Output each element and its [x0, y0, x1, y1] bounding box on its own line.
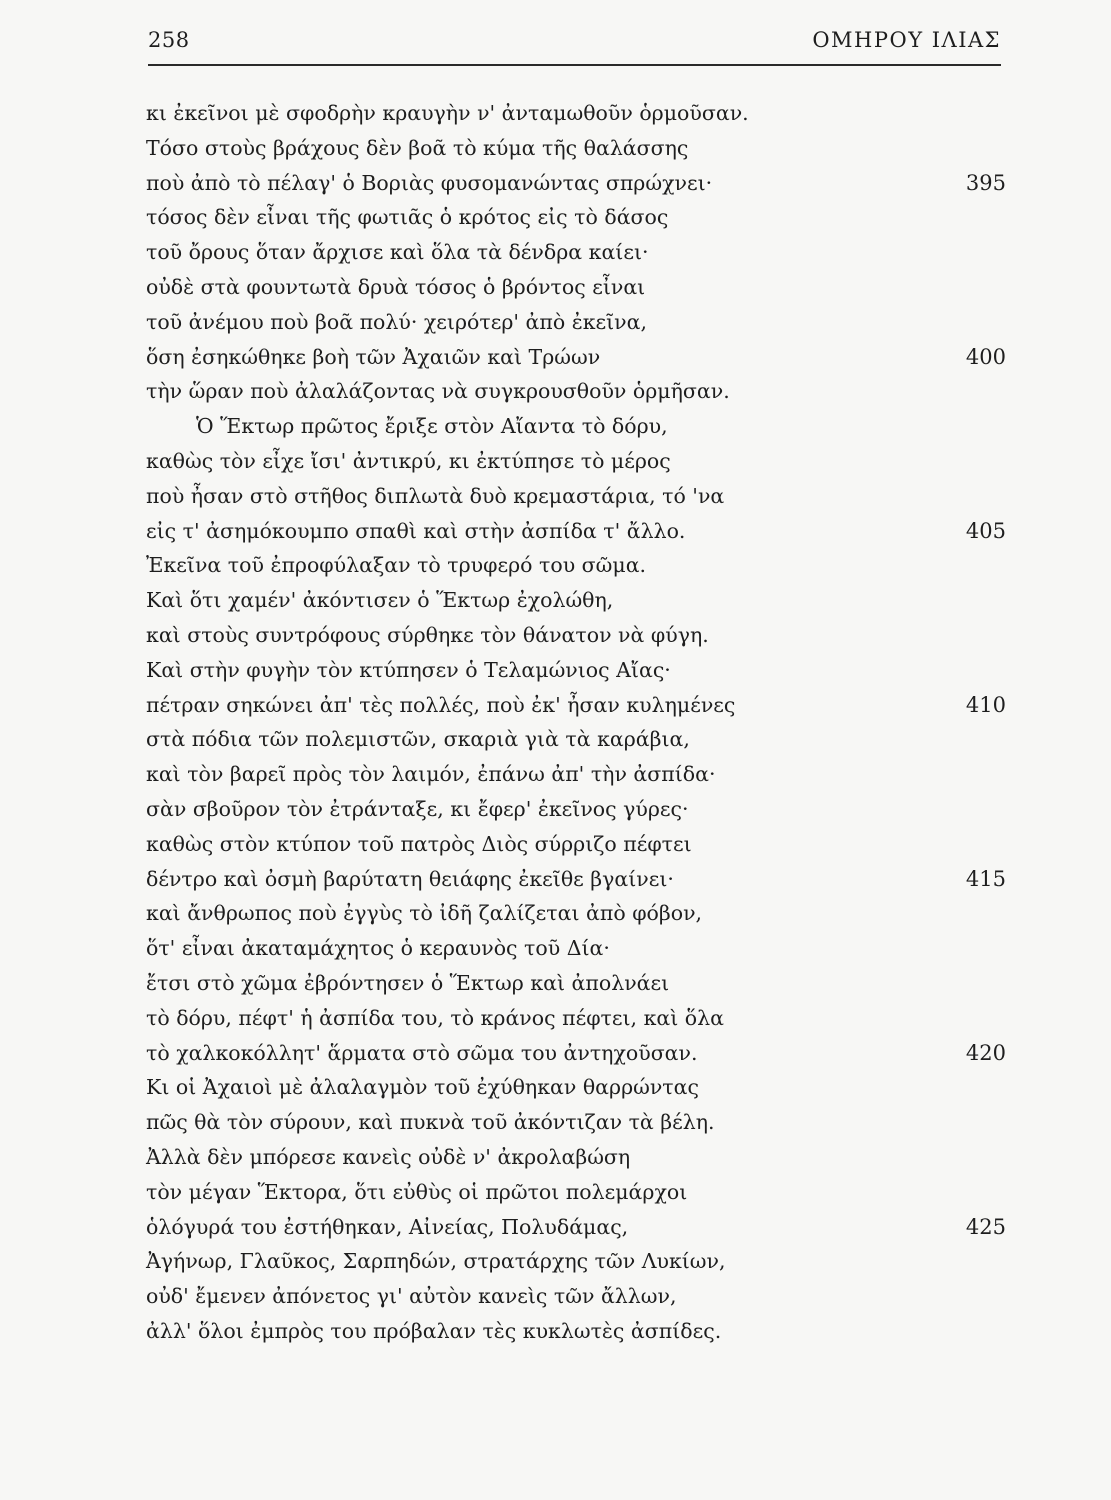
verse-line: [146, 479, 1006, 514]
verse-text: ποὺ ἦσαν στὸ στῆθος διπλωτὰ δυὸ κρεμαστάρια, τό 'να: [146, 483, 725, 508]
verse-text: οὐδὲ στὰ φουντωτὰ δρυὰ τόσος ὁ βρόντος εἶναι: [146, 274, 646, 299]
verse-text: Καὶ στὴν φυγὴν τὸν κτύπησεν ὁ Τελαμώνιος Αἴας·: [146, 657, 671, 682]
verse-text: τόσος δὲν εἶναι τῆς φωτιᾶς ὁ κρότος εἰς τὸ δάσος: [146, 205, 669, 230]
verse-text: καὶ ἄνθρωπος ποὺ ἐγγὺς τὸ ἰδῆ ζαλίζεται ἀπὸ φόβον,: [146, 901, 703, 926]
verse-line: [146, 1001, 1006, 1036]
line-number: 395: [965, 170, 1006, 195]
verse-text: Ἀγήνωρ, Γλαῦκος, Σαρπηδών, στρατάρχης τῶν Λυκίων,: [146, 1249, 726, 1274]
verse-line: [146, 200, 1006, 235]
verse-text: ὅτ' εἶναι ἀκαταμάχητος ὁ κεραυνὸς τοῦ Δία·: [146, 936, 610, 961]
line-number: 415: [965, 866, 1006, 891]
verse-text: σὰν σβοῦρον τὸν ἐτράνταξε, κι ἔφερ' ἐκεῖνος γύρες·: [146, 796, 689, 821]
verse-line: [146, 1210, 1006, 1245]
verse-line: [146, 688, 1006, 723]
verse-text: τοῦ ὄρους ὅταν ἄρχισε καὶ ὅλα τὰ δένδρα καίει·: [146, 240, 649, 265]
verse-text: τὴν ὥραν ποὺ ἀλαλάζοντας νὰ συγκρουσθοῦν ὁρμῆσαν.: [146, 379, 730, 404]
verse-text: καὶ στοὺς συντρόφους σύρθηκε τὸν θάνατον νὰ φύγη.: [146, 622, 709, 647]
verse-text: τοῦ ἀνέμου ποὺ βοᾶ πολύ· χειρότερ' ἀπὸ ἐκεῖνα,: [146, 309, 647, 334]
verse-line: [146, 792, 1006, 827]
verse-list: [146, 96, 1006, 1349]
verse-line: [146, 374, 1006, 409]
verse-line: [146, 444, 1006, 479]
page-number: 258: [148, 28, 190, 52]
verse-text: στὰ πόδια τῶν πολεμιστῶν, σκαριὰ γιὰ τὰ καράβια,: [146, 727, 690, 752]
verse-line: [146, 583, 1006, 618]
verse-text: κι ἐκεῖνοι μὲ σφοδρὴν κραυγὴν ν' ἀνταμωθοῦν ὁρμοῦσαν.: [146, 101, 749, 125]
verse-text: καθὼς τὸν εἶχε ἴσι' ἀντικρύ, κι ἐκτύπησε τὸ μέρος: [146, 448, 671, 473]
verse-line: [146, 722, 1006, 757]
verse-text: πῶς θὰ τὸν σύρουν, καὶ πυκνὰ τοῦ ἀκόντιζαν τὰ βέλη.: [146, 1110, 715, 1135]
running-title: ΟΜΗΡΟΥ ΙΛΙΑΣ: [812, 28, 1001, 52]
verse-text: εἰς τ' ἀσημόκουμπο σπαθὶ καὶ στὴν ἀσπίδα τ' ἄλλο.: [146, 518, 686, 543]
verse-text: πέτραν σηκώνει ἀπ' τὲς πολλές, ποὺ ἐκ' ἦσαν κυλημένες: [146, 692, 736, 717]
verse-line: [146, 305, 1006, 340]
verse-line: [146, 340, 1006, 375]
verse-text: καὶ τὸν βαρεῖ πρὸς τὸν λαιμόν, ἐπάνω ἀπ' τὴν ἀσπίδα·: [146, 762, 716, 787]
verse-text: Καὶ ὅτι χαμέν' ἀκόντισεν ὁ Ἕκτωρ ἐχολώθη,: [146, 588, 614, 613]
page-header: [148, 28, 1001, 62]
verse-line: [146, 131, 1006, 166]
verse-line: [146, 548, 1006, 583]
verse-text: ἀλλ' ὅλοι ἐμπρὸς του πρόβαλαν τὲς κυκλωτὲς ἀσπίδες.: [146, 1318, 722, 1343]
header-rule: [148, 64, 1001, 66]
line-number: 400: [965, 344, 1006, 369]
verse-line: [146, 827, 1006, 862]
verse-text: Ἐκεῖνα τοῦ ἐπροφύλαξαν τὸ τρυφερό του σῶμα.: [146, 553, 647, 578]
verse-text: ὁλόγυρά του ἐστήθηκαν, Αἰνείας, Πολυδάμας,: [146, 1214, 629, 1239]
verse-text: καθὼς στὸν κτύπον τοῦ πατρὸς Διὸς σύρριζο πέφτει: [146, 831, 692, 856]
verse-text: Τόσο στοὺς βράχους δὲν βοᾶ τὸ κύμα τῆς θαλάσσης: [146, 135, 689, 160]
line-number: 420: [965, 1040, 1006, 1065]
verse-line: [146, 618, 1006, 653]
verse-text: οὐδ' ἔμενεν ἀπόνετος γι' αὐτὸν κανεὶς τῶν ἄλλων,: [146, 1284, 677, 1309]
verse-line: [146, 1105, 1006, 1140]
verse-text: τὸν μέγαν Ἕκτορα, ὅτι εὐθὺς οἱ πρῶτοι πολεμάρχοι: [146, 1179, 688, 1204]
line-number: 425: [965, 1214, 1006, 1239]
verse-line: [146, 166, 1006, 201]
verse-line: [146, 1070, 1006, 1105]
verse-line: [146, 931, 1006, 966]
verse-line: [146, 270, 1006, 305]
verse-line: [146, 862, 1006, 897]
verse-text: Ἀλλὰ δὲν μπόρεσε κανεὶς οὐδὲ ν' ἀκρολαβώση: [146, 1144, 631, 1169]
verse-line: [146, 757, 1006, 792]
verse-text: ἔτσι στὸ χῶμα ἐβρόντησεν ὁ Ἕκτωρ καὶ ἀπολνάει: [146, 970, 670, 995]
verse-line: [146, 514, 1006, 549]
line-number: 410: [965, 692, 1006, 717]
verse-line: [146, 235, 1006, 270]
verse-text: δέντρο καὶ ὀσμὴ βαρύτατη θειάφης ἐκεῖθε βγαίνει·: [146, 866, 674, 891]
verse-line: [146, 1314, 1006, 1349]
verse-text: Ὁ Ἕκτωρ πρῶτος ἔριξε στὸν Αἴαντα τὸ δόρυ,: [196, 414, 668, 439]
verse-text: Κι οἱ Ἀχαιοὶ μὲ ἀλαλαγμὸν τοῦ ἐχύθηκαν θαρρώντας: [146, 1075, 699, 1100]
verse-line: [146, 966, 1006, 1001]
verse-text: ὅση ἐσηκώθηκε βοὴ τῶν Ἀχαιῶν καὶ Τρώων: [146, 344, 601, 369]
verse-text: τὸ χαλκοκόλλητ' ἅρματα στὸ σῶμα του ἀντηχοῦσαν.: [146, 1040, 698, 1065]
verse-line: [146, 1244, 1006, 1279]
verse-line: [146, 409, 1006, 444]
verse-text: τὸ δόρυ, πέφτ' ἡ ἀσπίδα του, τὸ κράνος πέφτει, καὶ ὅλα: [146, 1005, 724, 1030]
line-number: 405: [965, 518, 1006, 543]
verse-line: [146, 1175, 1006, 1210]
verse-line: [146, 1279, 1006, 1314]
verse-line: [146, 1140, 1006, 1175]
verse-line: [146, 96, 1006, 131]
verse-line: [146, 896, 1006, 931]
verse-text: ποὺ ἀπὸ τὸ πέλαγ' ὁ Βοριὰς φυσομανώντας σπρώχνει·: [146, 170, 713, 195]
verse-line: [146, 653, 1006, 688]
verse-line: [146, 1036, 1006, 1071]
